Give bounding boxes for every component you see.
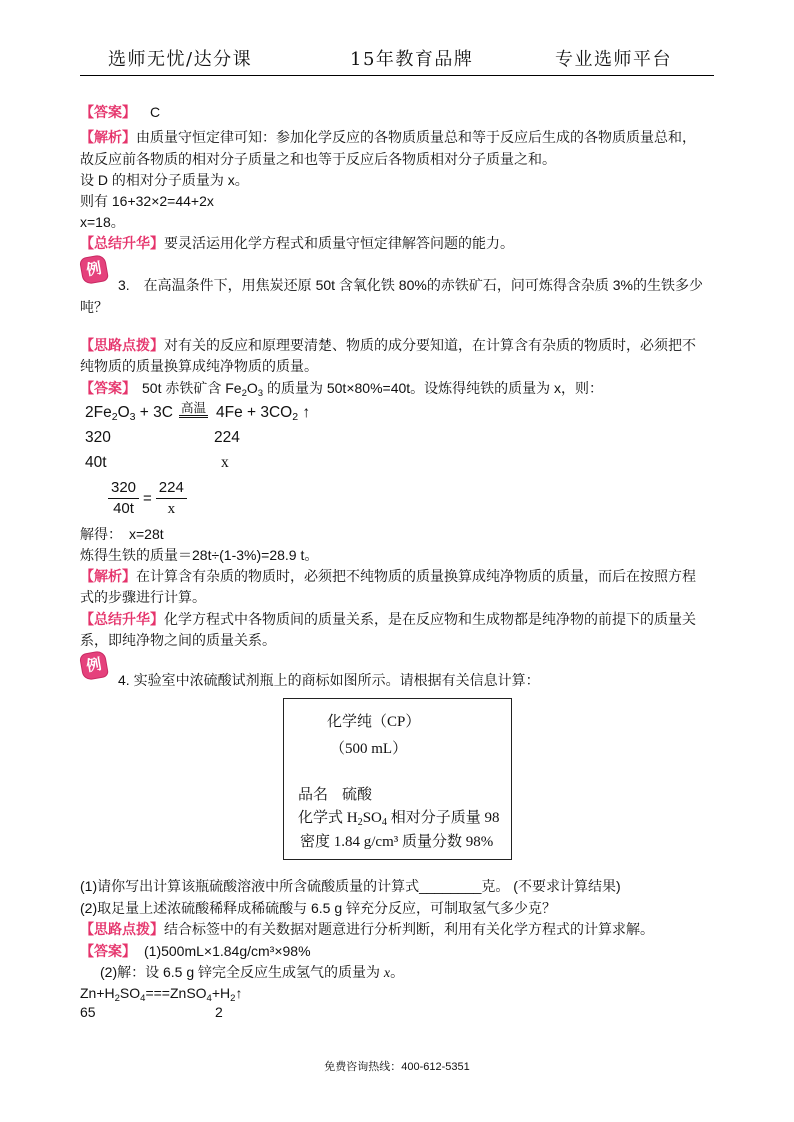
answer-text: (2)解：设 6.5 g 锌完全反应生成氢气的质量为 — [100, 964, 384, 980]
q3-hint-line — [80, 335, 696, 355]
formula-part: SO — [362, 810, 382, 826]
subscript: 2 — [292, 411, 299, 424]
header-brand: 选师无忧/达分课 — [108, 49, 253, 70]
footer-hotline: 免费咨询热线：400-612-5351 — [324, 1061, 470, 1073]
reagent-name-row — [298, 785, 372, 805]
subscript: 4 — [381, 817, 387, 829]
subscript: 2 — [230, 992, 236, 1004]
subscript: 4 — [140, 992, 146, 1004]
q4-part-2: (2)取足量上述浓硫酸稀释成稀硫酸与 6.5 g 锌充分反应，可制取氢气多少克？ — [80, 900, 557, 916]
q4-chemical-equation — [80, 983, 242, 1003]
q4-hint-line — [80, 919, 654, 939]
q2-analysis-line — [80, 127, 696, 147]
equation-term: +H — [211, 985, 231, 1001]
numerator: 320 — [108, 478, 139, 499]
q2-answer-line — [80, 102, 160, 122]
q4-answer-line — [80, 941, 311, 961]
q3-chemical-equation — [85, 402, 310, 424]
analysis-label: 【解析】 — [80, 568, 136, 584]
q4-question-line: 4. 实验室中浓硫酸试剂瓶上的商标如图所示。请根据有关信息计算： — [118, 672, 540, 688]
q2-step: 设 D 的相对分子质量为 x。 — [80, 172, 249, 188]
gas-arrow: ↑ — [298, 404, 311, 421]
q3-hint-line-2: 纯物质的质量换算成纯净物质的质量。 — [80, 358, 318, 374]
q3-summary-line-2: 系，即纯净物之间的质量关系。 — [80, 632, 276, 648]
mr-value: 98 — [484, 810, 500, 826]
q3-proportion — [108, 478, 187, 519]
summary-label: 【总结升华】 — [80, 611, 164, 627]
reagent-density-row — [300, 832, 493, 852]
summary-label: 【总结升华】 — [80, 235, 164, 251]
equation-term: SO — [119, 985, 141, 1001]
relative-mass: 2 — [215, 1004, 223, 1020]
analysis-label: 【解析】 — [80, 129, 136, 145]
q3-question-line: 3. 在高温条件下，用焦炭还原 50t 含氧化铁 80%的赤铁矿石，问可炼得含杂质 3%的生铁多少 — [118, 277, 703, 293]
density-label: 密度 — [300, 834, 331, 850]
reagent-volume: （500 mL） — [330, 741, 408, 757]
equation-term: 4Fe + 3CO — [216, 404, 293, 421]
subscript: 2 — [241, 387, 247, 399]
mr-label: 相对分子质量 — [390, 810, 481, 826]
hint-text: 对有关的反应和原理要清楚、物质的成分要知道，在计算含有杂质的物质时，必须把不 — [164, 337, 696, 353]
answer-label: 【答案】 — [80, 380, 136, 396]
example-badge-icon: 例 — [79, 254, 109, 285]
numerator: 224 — [156, 478, 187, 499]
gas-arrow: ↑ — [235, 985, 243, 1001]
variable-x: x — [383, 966, 391, 981]
q4-part-1: (1)请你写出计算该瓶硫酸溶液中所含硫酸质量的计算式________克。 (不要求计算结果) — [80, 878, 621, 894]
name-label: 品名 — [298, 787, 329, 803]
q4-answer-part-2 — [100, 962, 404, 984]
header-platform: 专业选师平台 — [555, 49, 672, 70]
reagent-formula-row — [298, 808, 500, 828]
name-value: 硫酸 — [342, 787, 373, 803]
subscript: 2 — [114, 992, 120, 1004]
subscript: 3 — [129, 411, 136, 424]
q2-analysis-line-2: 故反应前各物质的相对分子质量之和也等于反应后各物质相对分子质量之和。 — [80, 151, 556, 167]
relative-mass: 320 — [85, 429, 111, 446]
given-mass: 40t — [85, 454, 107, 471]
q3-analysis-line-2: 式的步骤进行计算。 — [80, 589, 206, 605]
q3-analysis-line — [80, 566, 696, 586]
denominator: 40t — [113, 500, 134, 517]
fraction-value: 98% — [465, 834, 494, 850]
equation-term: Zn+H — [80, 985, 115, 1001]
answer-text: 。 — [390, 964, 405, 980]
header-divider — [80, 75, 714, 76]
header-slogan: 15年教育品牌 — [350, 49, 474, 70]
subscript: 3 — [257, 387, 264, 399]
q3-answer-line — [80, 378, 603, 398]
fraction-label: 质量分数 — [402, 834, 463, 850]
q3-solve-line: 解得： x=28t — [80, 526, 164, 542]
analysis-text: 由质量守恒定律可知：参加化学反应的各物质质量总和等于反应后生成的各物质质量总和， — [136, 129, 696, 145]
q2-step: x=18。 — [80, 214, 125, 230]
equation-term: 2Fe — [85, 404, 112, 421]
subscript: 2 — [357, 817, 363, 829]
subscript: 2 — [111, 411, 118, 424]
equation-term: + 3C — [135, 404, 173, 421]
formula — [346, 810, 387, 829]
denominator: x — [167, 501, 176, 517]
q3-summary-line — [80, 609, 696, 629]
fraction-right — [156, 478, 187, 519]
equation-term: ===ZnSO — [145, 985, 207, 1001]
equation-term: O — [117, 404, 130, 421]
answer-text: 50t 赤铁矿含 Fe — [142, 380, 242, 396]
formula-label: 化学式 — [298, 810, 344, 826]
example-badge-icon: 例 — [79, 650, 109, 681]
relative-mass: 224 — [214, 429, 240, 446]
answer-value: C — [150, 104, 161, 120]
equals-sign: = — [143, 490, 152, 507]
answer-text: 的质量为 50t×80%=40t。设炼得纯铁的质量为 x，则： — [263, 380, 604, 396]
density-value: 1.84 g/cm³ — [333, 834, 399, 850]
summary-text: 化学方程式中各物质间的质量关系，是在反应物和生成物都是纯净物的前提下的质量关 — [164, 611, 696, 627]
answer-label: 【答案】 — [80, 943, 136, 959]
unknown-mass: x — [221, 454, 229, 471]
reagent-label-box — [283, 698, 512, 860]
fraction-left — [108, 478, 139, 519]
answer-label: 【答案】 — [80, 104, 136, 120]
subscript: 4 — [206, 992, 212, 1004]
reaction-condition: 高温 — [179, 402, 208, 418]
summary-text: 要灵活运用化学方程式和质量守恒定律解答问题的能力。 — [164, 235, 514, 251]
q3-result-line: 炼得生铁的质量＝28t÷(1-3%)=28.9 t。 — [80, 547, 319, 563]
analysis-text: 在计算含有杂质的物质时，必须把不纯物质的质量换算成纯净物质的质量，而后在按照方程 — [136, 568, 696, 584]
q2-step: 则有 16+32×2=44+2x — [80, 193, 214, 209]
relative-mass: 65 — [80, 1004, 96, 1020]
formula-part: H — [346, 810, 358, 826]
answer-text: (1)500mL×1.84g/cm³×98% — [144, 943, 311, 959]
reagent-grade: 化学纯（CP） — [327, 714, 421, 730]
hint-text: 结合标签中的有关数据对题意进行分析判断，利用有关化学方程式的计算求解。 — [164, 921, 654, 937]
q2-summary-line — [80, 233, 514, 253]
answer-text: O — [246, 380, 258, 396]
hint-label: 【思路点拨】 — [80, 921, 164, 937]
q3-question-line-2: 吨？ — [80, 299, 108, 315]
hint-label: 【思路点拨】 — [80, 337, 164, 353]
